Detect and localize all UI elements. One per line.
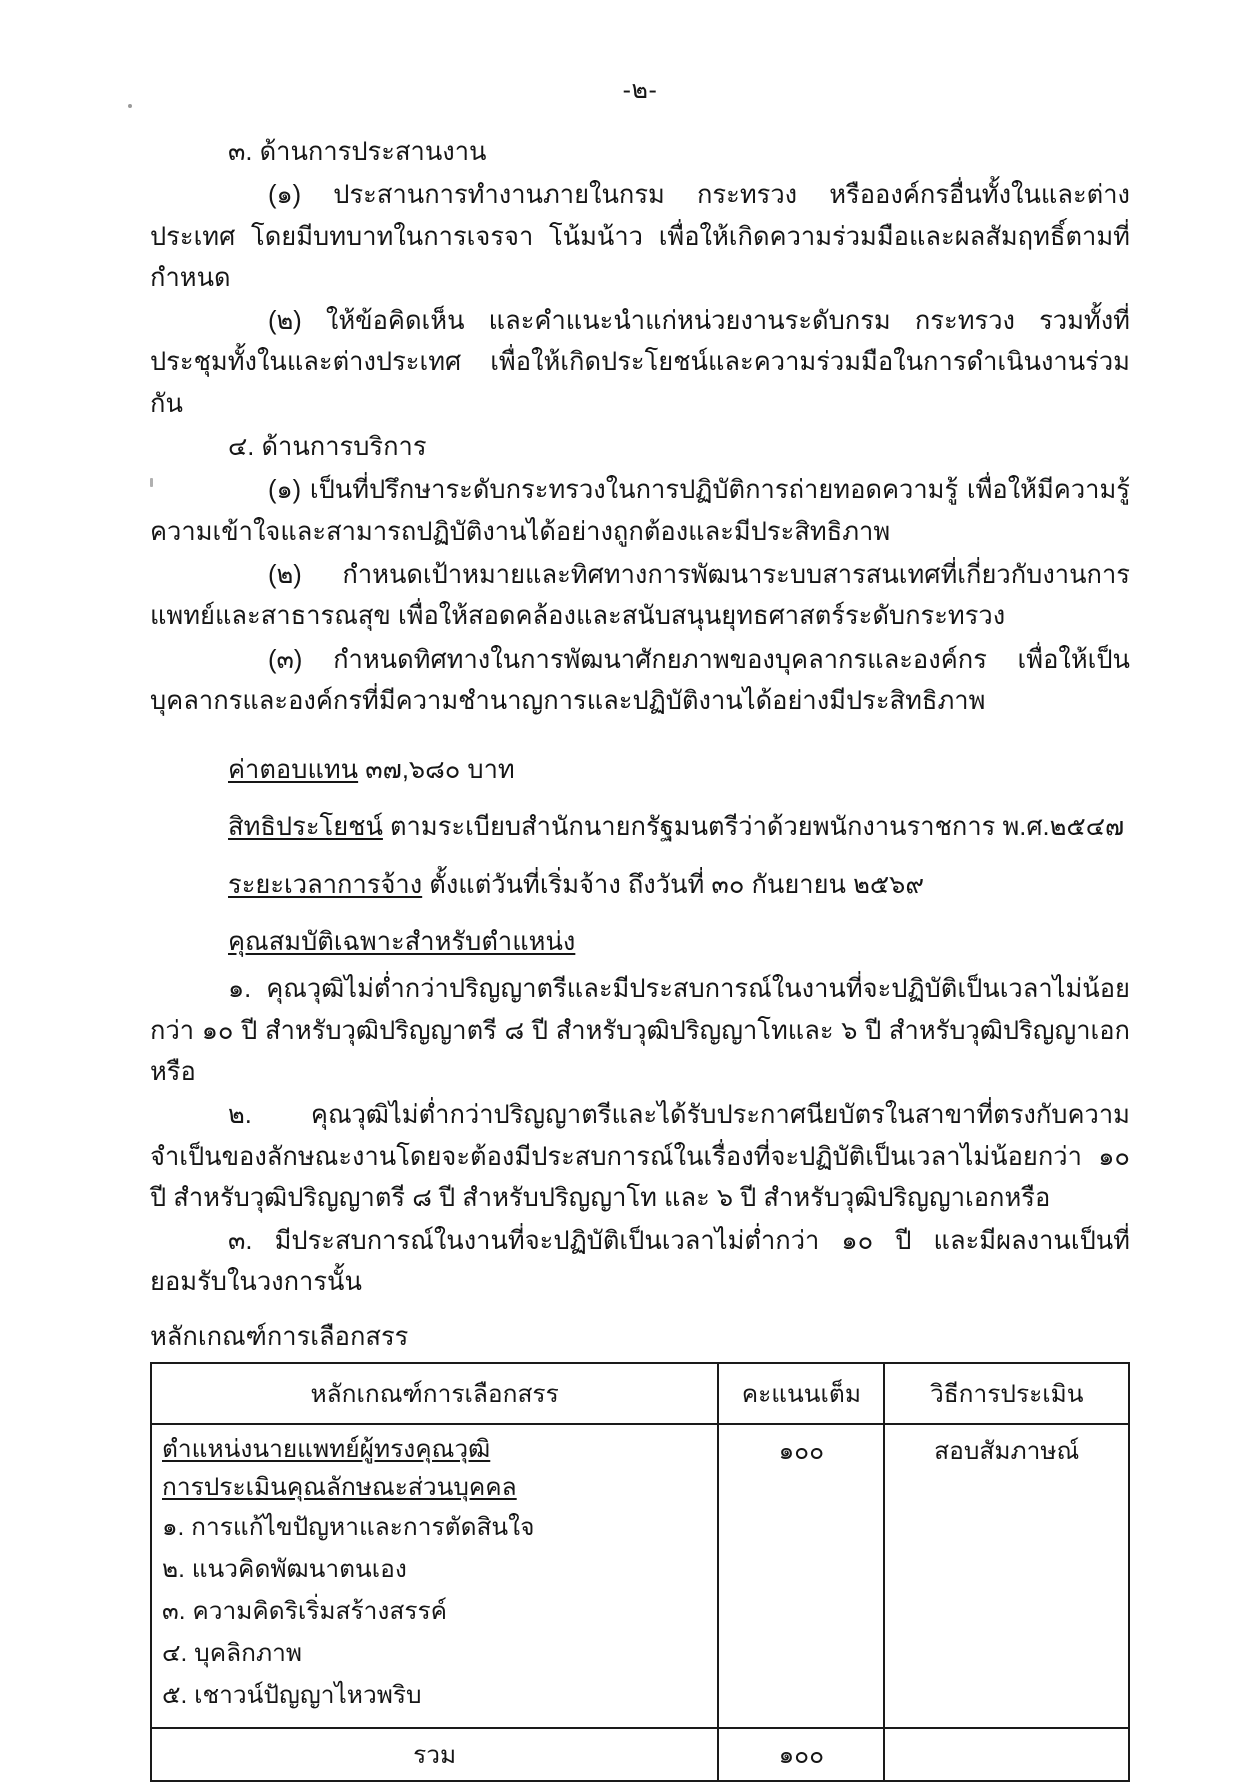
- header-full-score: คะแนนเต็ม: [718, 1363, 884, 1424]
- criteria-method: สอบสัมภาษณ์: [884, 1424, 1129, 1728]
- qualification-item-1: ๑. คุณวุฒิไม่ต่ำกว่าปริญญาตรีและมีประสบการณ์ในงานที่จะปฏิบัติเป็นเวลาไม่น้อยกว่า ๑๐ ปี สำหรับวุฒิปริญญาตรี ๘ ปี สำหรับวุฒิปริญญาโทและ ๖ ปี สำหรับวุฒิปริญญาเอก หรือ: [150, 975, 1130, 1086]
- criteria-score: ๑๐๐: [718, 1424, 884, 1728]
- criteria-item-2: ๒. แนวคิดพัฒนาตนเอง: [162, 1556, 407, 1584]
- assessment-title: การประเมินคุณลักษณะส่วนบุคคล: [162, 1473, 517, 1501]
- qualifications-heading: คุณสมบัติเฉพาะสำหรับตำแหน่ง: [228, 928, 576, 957]
- paper-speck: [150, 478, 153, 487]
- compensation-label: ค่าตอบแทน: [228, 756, 359, 785]
- criteria-item-3: ๓. ความคิดริเริ่มสร้างสรรค์: [162, 1598, 448, 1626]
- total-label: รวม: [151, 1728, 718, 1781]
- section-4-item-2: (๒) กำหนดเป้าหมายและทิศทางการพัฒนาระบบสารสนเทศที่เกี่ยวกับงานการแพทย์และสาธารณสุข เพื่อให้สอดคล้องและสนับสนุนยุทธศาสตร์ระดับกระทรวง: [150, 560, 1130, 631]
- spacer: [150, 724, 1130, 734]
- total-method: [884, 1728, 1129, 1781]
- section-heading-3: ๓. ด้านการประสานงาน: [228, 138, 487, 166]
- section-3-item-2: (๒) ให้ข้อคิดเห็น และคำแนะนำแก่หน่วยงานระดับกรม กระทรวง รวมทั้งที่ประชุมทั้งในและต่างประเทศ เพื่อให้เกิดประโยชน์และความร่วมมือในการดำเนินงานร่วมกัน: [150, 307, 1130, 418]
- benefits-value: ตามระเบียบสำนักนายกรัฐมนตรีว่าด้วยพนักงานราชการ พ.ศ.๒๕๔๗: [390, 813, 1125, 842]
- position-title: ตำแหน่งนายแพทย์ผู้ทรงคุณวุฒิ: [162, 1435, 491, 1463]
- section-3-item-1: (๑) ประสานการทำงานภายในกรม กระทรวง หรือองค์กรอื่นทั้งในและต่างประเทศ โดยมีบทบาทในการเจรจา โน้มน้าว เพื่อให้เกิดความร่วมมือและผลสัมฤทธิ์ตามที่กำหนด: [150, 181, 1130, 292]
- table-header-row: [151, 1363, 1129, 1424]
- compensation-value: ๓๗,๖๘๐ บาท: [365, 756, 515, 785]
- qualification-item-2: ๒. คุณวุฒิไม่ต่ำกว่าปริญญาตรีและได้รับประกาศนียบัตรในสาขาที่ตรงกับความจำเป็นของลักษณะงานโดยจะต้องมีประสบการณ์ในเรื่องที่จะปฏิบัติเป็นเวลาไม่น้อยกว่า ๑๐ ปี สำหรับวุฒิปริญญาตรี ๘ ปี สำหรับปริญญาโท และ ๖ ปี สำหรับวุฒิปริญญาเอกหรือ: [150, 1101, 1130, 1212]
- header-method: วิธีการประเมิน: [884, 1363, 1129, 1424]
- section-heading-4: ๔. ด้านการบริการ: [228, 433, 427, 462]
- qualification-item-3: ๓. มีประสบการณ์ในงานที่จะปฏิบัติเป็นเวลาไม่ต่ำกว่า ๑๐ ปี และมีผลงานเป็นที่ยอมรับในวงการนั้น: [150, 1227, 1130, 1297]
- criteria-title: หลักเกณฑ์การเลือกสรร: [150, 1322, 409, 1351]
- employment-period-label: ระยะเวลาการจ้าง: [228, 870, 423, 899]
- total-score: ๑๐๐: [718, 1728, 884, 1781]
- page-number: -๒-: [622, 76, 658, 104]
- section-4-item-1: (๑) เป็นที่ปรึกษาระดับกระทรวงในการปฏิบัติการถ่ายทอดความรู้ เพื่อให้มีความรู้ความเข้าใจและสามารถปฏิบัติงานได้อย่างถูกต้องและมีประสิทธิภาพ: [150, 476, 1130, 546]
- qualifications-heading-line: [150, 922, 1130, 963]
- employment-period-value: ตั้งแต่วันที่เริ่มจ้าง ถึงวันที่ ๓๐ กันยายน ๒๕๖๙: [429, 870, 925, 899]
- benefits-label: สิทธิประโยชน์: [228, 813, 383, 842]
- paper-speck: [128, 104, 132, 108]
- criteria-detail-cell: [151, 1424, 718, 1728]
- criteria-item-5: ๕. เชาวน์ปัญญาไหวพริบ: [162, 1682, 422, 1710]
- employment-period-line: [150, 865, 1130, 906]
- section-4-item-3: (๓) กำหนดทิศทางในการพัฒนาศักยภาพของบุคลากรและองค์กร เพื่อให้เป็นบุคลากรและองค์กรที่มีความชำนาญการและปฏิบัติงานได้อย่างมีประสิทธิภาพ: [150, 645, 1130, 715]
- criteria-table: [150, 1362, 1130, 1782]
- compensation-line: [150, 750, 1130, 791]
- header-criteria: หลักเกณฑ์การเลือกสรร: [151, 1363, 718, 1424]
- benefits-line: [150, 807, 1130, 848]
- table-total-row: [151, 1728, 1129, 1781]
- criteria-item-4: ๔. บุคลิกภาพ: [162, 1640, 303, 1668]
- criteria-item-1: ๑. การแก้ไขปัญหาและการตัดสินใจ: [162, 1513, 535, 1541]
- table-row: [151, 1424, 1129, 1728]
